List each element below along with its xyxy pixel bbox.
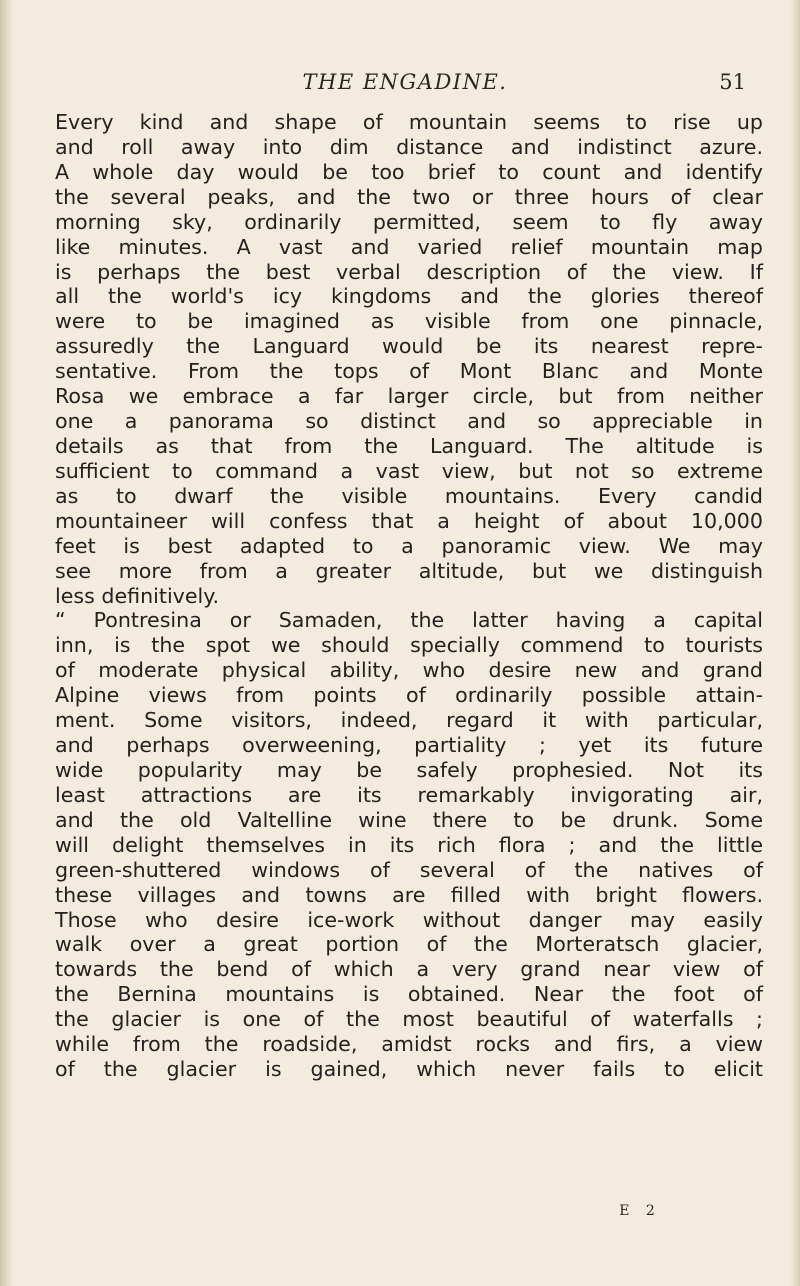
body-text: [55, 110, 763, 1082]
page-number: 51: [719, 70, 746, 94]
text-line: all the world's icy kingdoms and the glories thereof: [55, 284, 763, 309]
text-line: were to be imagined as visible from one pinnacle,: [55, 309, 763, 334]
text-line: and perhaps overweening, partiality ; yet its future: [55, 733, 763, 758]
text-line: ment. Some visitors, indeed, regard it with particular,: [55, 708, 763, 733]
text-line: assuredly the Languard would be its nearest repre-: [55, 334, 763, 359]
text-line: Alpine views from points of ordinarily possible attain-: [55, 683, 763, 708]
text-line: Every kind and shape of mountain seems to rise up: [55, 110, 763, 134]
text-line: Those who desire ice-work without danger may easily: [55, 907, 763, 932]
text-line: while from the roadside, amidst rocks and firs, a view: [55, 1032, 763, 1057]
text-line: “ Pontresina or Samaden, the latter having a capital: [55, 608, 763, 633]
text-line: like minutes. A vast and varied relief mountain map: [55, 234, 763, 259]
text-line: wide popularity may be safely prophesied. Not its: [55, 757, 763, 782]
text-line: details as that from the Languard. The altitude is: [55, 433, 763, 458]
text-line: and roll away into dim distance and indistinct azure.: [55, 134, 763, 159]
text-line: green-shuttered windows of several of the natives of: [55, 857, 763, 882]
running-title: THE ENGADINE.: [302, 70, 508, 94]
text-line: inn, is the spot we should specially commend to tourists: [55, 633, 763, 658]
text-line: is perhaps the best verbal description of the view. If: [55, 259, 763, 284]
running-head: [60, 70, 750, 104]
text-line: morning sky, ordinarily permitted, seem to fly away: [55, 209, 763, 234]
text-line: the several peaks, and the two or three hours of clear: [55, 184, 763, 209]
page-binding-shadow: [0, 0, 14, 1286]
text-line: will delight themselves in its rich flora ; and the little: [55, 832, 763, 857]
page-edge-shadow: [790, 0, 800, 1286]
text-line: walk over a great portion of the Morteratsch glacier,: [55, 932, 763, 957]
text-line: the Bernina mountains is obtained. Near the foot of: [55, 982, 763, 1007]
signature-mark: E 2: [619, 1203, 661, 1219]
text-line: one a panorama so distinct and so appreciable in: [55, 409, 763, 434]
text-line: the glacier is one of the most beautiful of waterfalls ;: [55, 1007, 763, 1032]
text-line: mountaineer will confess that a height of about 10,000: [55, 508, 763, 533]
text-line: as to dwarf the visible mountains. Every candid: [55, 483, 763, 508]
text-line: less definitively.: [55, 583, 220, 608]
text-line: these villages and towns are filled with bright flowers.: [55, 882, 763, 907]
text-line: A whole day would be too brief to count and identify: [55, 159, 763, 184]
text-line: of moderate physical ability, who desire new and grand: [55, 658, 763, 683]
text-line: towards the bend of which a very grand near view of: [55, 957, 763, 982]
text-line: sufficient to command a vast view, but not so extreme: [55, 458, 763, 483]
text-line: least attractions are its remarkably invigorating air,: [55, 782, 763, 807]
text-line: and the old Valtelline wine there to be drunk. Some: [55, 807, 763, 832]
text-line: sentative. From the tops of Mont Blanc and Monte: [55, 359, 763, 384]
text-line: Rosa we embrace a far larger circle, but from neither: [55, 384, 763, 409]
text-line: of the glacier is gained, which never fails to elicit: [55, 1057, 763, 1082]
text-line: see more from a greater altitude, but we distinguish: [55, 558, 763, 583]
text-line: feet is best adapted to a panoramic view. We may: [55, 533, 763, 558]
